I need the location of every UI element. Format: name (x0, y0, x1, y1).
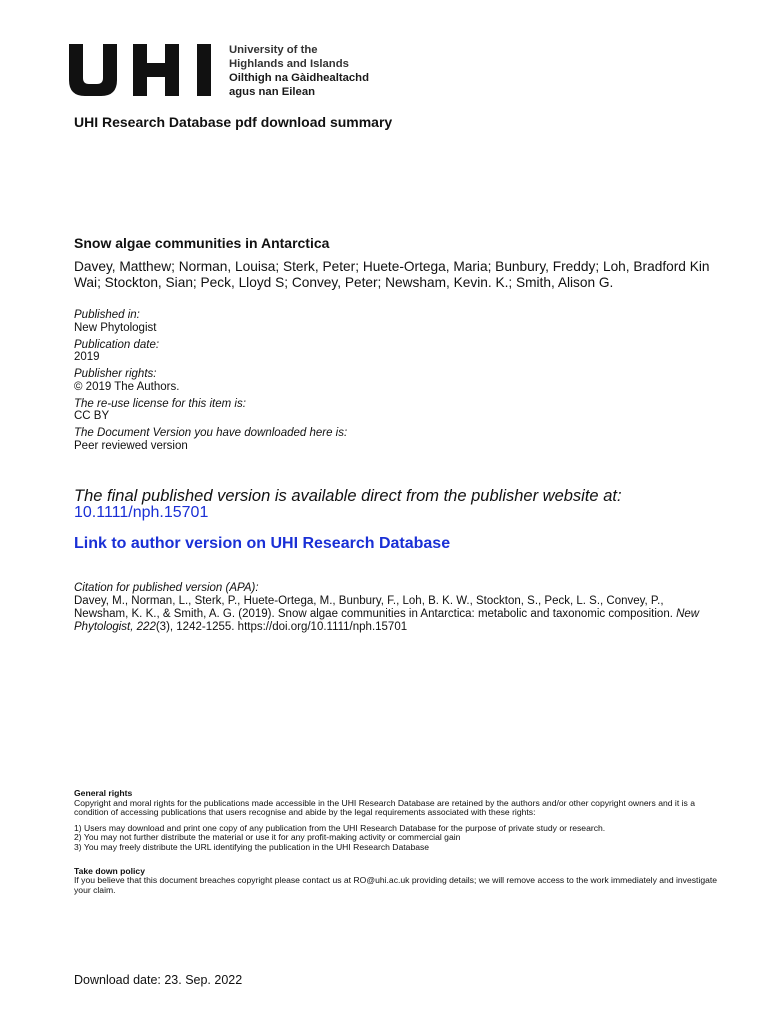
publication-metadata (74, 309, 347, 457)
meta-label: Publication date: (74, 338, 160, 351)
rights-item: 3) You may freely distribute the URL identifying the publication in the UHI Research Database (74, 841, 430, 852)
rights-item: 1) Users may download and print one copy of any publication from the UHI Research Database for the purpose of private study or research. (74, 822, 606, 833)
meta-value: 2019 (74, 351, 100, 363)
meta-value: CC BY (74, 410, 110, 422)
citation-volume: 222 (136, 621, 156, 633)
doi-link[interactable]: 10.1111/nph.15701 (74, 504, 209, 521)
meta-value: Peer reviewed version (74, 439, 188, 452)
meta-label: The Document Version you have downloaded here is: (74, 427, 348, 439)
university-line: Highlands and Islands (229, 58, 349, 70)
rights-section (74, 789, 724, 901)
meta-value: © 2019 The Authors. (74, 380, 180, 393)
rights-item: 2) You may not further distribute the material or use it for any profit-making activity or commercial gain (74, 832, 461, 843)
meta-value: New Phytologist (74, 321, 157, 334)
final-version-statement: The final published version is available direct from the publisher website at: (74, 487, 622, 505)
citation: Citation for published version (APA): Davey, M., Norman, L., Sterk, P., Huete-Ortega, M., Bunbury, F., Loh, B. K. W., Stockton, S., Peck, L. S., Convey, P., Newsham, K. K., & Smith, A. G. (2019). Snow algae communities in Antarctica: metabolic and taxonomic composition. New Phytologist, 222(3), 1242-1255. https://doi.org/10.1111/nph.15701 (74, 582, 714, 634)
university-line: Oilthigh na Gàidhealtachd (229, 72, 369, 84)
uhi-logo (69, 44, 389, 98)
citation-text-end: (3), 1242-1255. https://doi.org/10.1111/nph.15701 (155, 621, 408, 633)
paper-title: Snow algae communities in Antarctica (74, 235, 330, 251)
download-date: Download date: 23. Sep. 2022 (74, 973, 243, 987)
university-name (229, 43, 369, 99)
meta-label: The re-use license for this item is: (74, 397, 246, 410)
university-line: University of the (229, 44, 318, 56)
university-line: agus nan Eilean (229, 86, 316, 98)
uhi-logo-mark (69, 44, 215, 96)
takedown-heading: Take down policy (74, 865, 145, 876)
general-rights-heading: General rights (74, 788, 133, 798)
meta-label: Publisher rights: (74, 368, 157, 380)
author-version-link[interactable]: Link to author version on UHI Research Database (74, 535, 451, 552)
meta-label: Published in: (74, 309, 140, 321)
citation-journal: New Phytologist (74, 608, 700, 633)
citation-text: Davey, M., Norman, L., Sterk, P., Huete-Ortega, M., Bunbury, F., Loh, B. K. W., Stockton, S., Peck, L. S., Convey, P., Newsham, K. K., & Smith, A. G. (2019). Snow algae communities in Antarctica: metabolic and taxonomic composition. (74, 595, 677, 620)
paper-authors: Davey, Matthew; Norman, Louisa; Sterk, Peter; Huete-Ortega, Maria; Bunbury, Freddy; Loh, Bradford Kin Wai; Stockton, Sian; Peck, Lloyd S; Convey, Peter; Newsham, Kevin. K.; Smith, Alison G. (74, 259, 710, 290)
takedown-text: If you believe that this document breaches copyright please contact us at RO@uhi.ac.uk providing details; we will remove access to the work immediately and investigate your claim. (74, 875, 718, 895)
general-rights-text: Copyright and moral rights for the publications made accessible in the UHI Research Database are retained by the authors and/or other copyright owners and it is a condition of accessing publications that users recognise and abide by the legal requirements associated with these rights: (74, 797, 695, 818)
summary-title: UHI Research Database pdf download summary (74, 114, 393, 130)
citation-label: Citation for published version (APA): (74, 582, 259, 594)
